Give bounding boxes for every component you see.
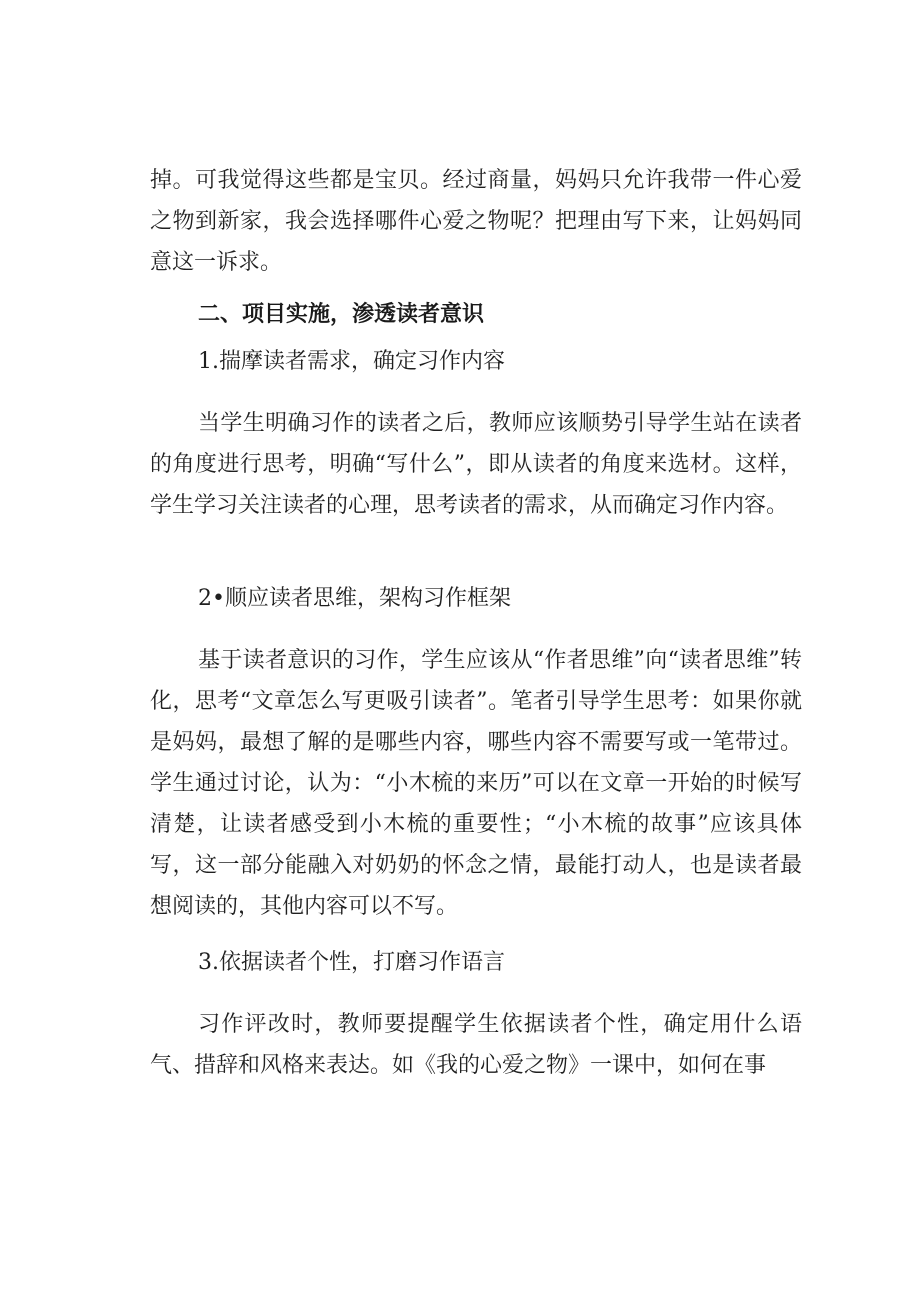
paragraph-2: 基于读者意识的习作，学生应该从“作者思维”向“读者思维”转化，思考“文章怎么写更吸引读者”。笔者引导学生思考：如果你就是妈妈，最想了解的是哪些内容，哪些内容不需要写或一笔带过。学生通过讨论，认为：“小木梳的来历”可以在文章一开始的时候写清楚，让读者感受到小木梳的重要性；“小木梳的故事”应该具体写，这一部分能融入对奶奶的怀念之情，最能打动人，也是读者最想阅读的，其他内容可以不写。 [150,648,802,919]
paragraph-3: 习作评改时，教师要提醒学生依据读者个性，确定用什么语气、措辞和风格来表达。如《我的心爱之物》一课中，如何在事 [150,1012,802,1078]
paragraph-1: 当学生明确习作的读者之后，教师应该顺势引导学生站在读者的角度进行思考，明确“写什么”，即从读者的角度来选材。这样，学生学习关注读者的心理，思考读者的需求，从而确定习作内容。 [150,411,802,518]
subsection-heading-2: 2•顺应读者思维，架构习作框架 [198,586,511,611]
subsection-heading-1: 1.揣摩读者需求，确定习作内容 [198,349,505,374]
section-heading-2: 二、项目实施，渗透读者意识 [198,302,485,327]
subsection-heading-3: 3.依据读者个性，打磨习作语言 [198,950,505,975]
intro-paragraph: 掉。可我觉得这些都是宝贝。经过商量，妈妈只允许我带一件心爱之物到新家，我会选择哪件心爱之物呢？把理由写下来，让妈妈同意这一诉求。 [150,168,802,275]
